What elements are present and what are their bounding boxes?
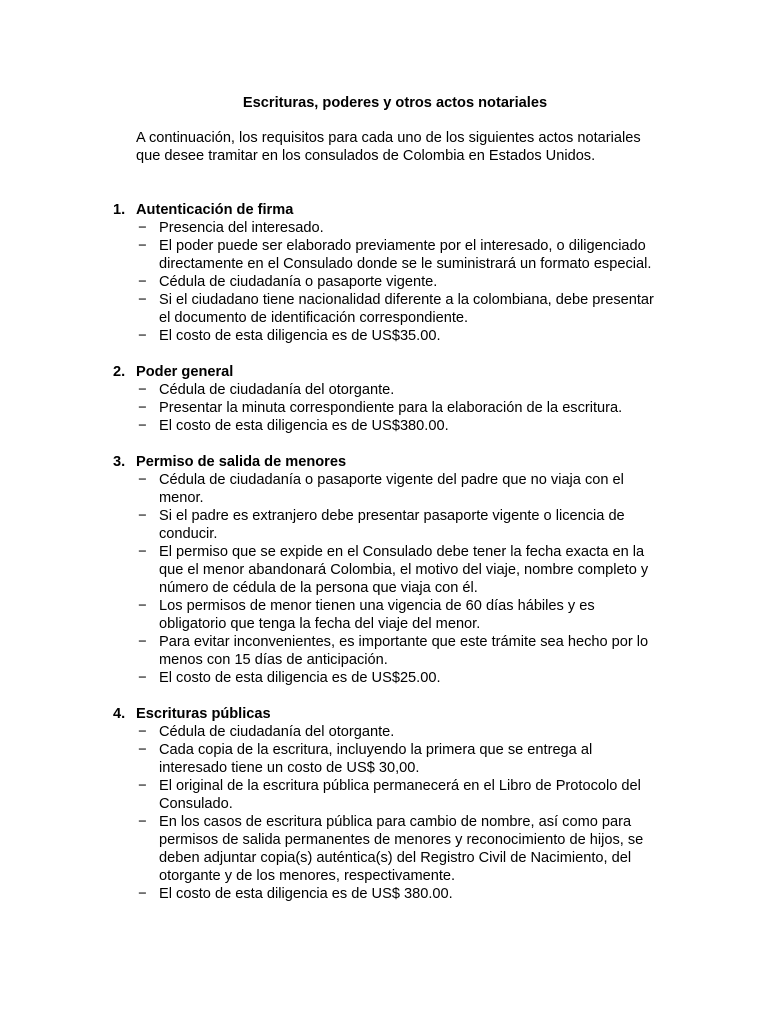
section-number: 2.	[113, 364, 126, 380]
dash-bullet-icon: −	[138, 418, 147, 434]
requirement-section	[113, 201, 658, 345]
dash-bullet-icon: −	[138, 508, 147, 524]
list-item-text: El poder puede ser elaborado previamente por el interesado, o diligenciado directamente en el Consulado donde se le suministrará un formato especial.	[159, 238, 652, 272]
requirement-items	[113, 219, 658, 345]
list-item-text: El costo de esta diligencia es de US$25.00.	[159, 670, 441, 686]
list-item-text: Cédula de ciudadanía del otorgante.	[159, 724, 395, 740]
list-item-text: El costo de esta diligencia es de US$35.00.	[159, 328, 441, 344]
requirement-items	[113, 471, 658, 687]
section-number: 4.	[113, 706, 126, 722]
requirement-items	[113, 381, 658, 435]
list-item-text: Los permisos de menor tienen una vigencia de 60 días hábiles y es obligatorio que tenga la fecha del viaje del menor.	[159, 598, 595, 632]
dash-bullet-icon: −	[138, 814, 147, 830]
dash-bullet-icon: −	[138, 670, 147, 686]
requirement-section	[113, 705, 658, 903]
list-item	[113, 885, 658, 903]
list-item	[113, 399, 658, 417]
section-heading-text: Autenticación de firma	[136, 202, 294, 218]
list-item-text: Para evitar inconvenientes, es importante que este trámite sea hecho por lo menos con 15 días de anticipación.	[159, 634, 649, 668]
dash-bullet-icon: −	[138, 544, 147, 560]
list-item	[113, 327, 658, 345]
section-heading-text: Escrituras públicas	[136, 706, 271, 722]
dash-bullet-icon: −	[138, 886, 147, 902]
requirements-list	[113, 201, 658, 921]
list-item-text: Cédula de ciudadanía o pasaporte vigente del padre que no viaja con el menor.	[159, 472, 624, 506]
dash-bullet-icon: −	[138, 328, 147, 344]
requirement-items	[113, 723, 658, 903]
section-heading-text: Permiso de salida de menores	[136, 454, 347, 470]
dash-bullet-icon: −	[138, 220, 147, 236]
dash-bullet-icon: −	[138, 274, 147, 290]
requirement-section	[113, 453, 658, 687]
list-item	[113, 507, 658, 543]
dash-bullet-icon: −	[138, 634, 147, 650]
list-item-text: En los casos de escritura pública para cambio de nombre, así como para permisos de salida permanentes de menores y reconocimiento de hijos, se deben adjuntar copia(s) auténtica(s) del Registro Civil de Nacimiento, del otorgante y de los menores, respectivamente.	[159, 814, 644, 884]
list-item-text: Si el ciudadano tiene nacionalidad diferente a la colombiana, debe presentar el documento de identificación correspondiente.	[159, 292, 654, 326]
section-heading	[113, 453, 658, 471]
requirement-section	[113, 363, 658, 435]
list-item-text: El costo de esta diligencia es de US$ 380.00.	[159, 886, 453, 902]
list-item	[113, 597, 658, 633]
list-item-text: Presentar la minuta correspondiente para la elaboración de la escritura.	[159, 400, 623, 416]
dash-bullet-icon: −	[138, 598, 147, 614]
list-item	[113, 723, 658, 741]
section-heading-text: Poder general	[136, 364, 234, 380]
list-item	[113, 669, 658, 687]
list-item	[113, 633, 658, 669]
list-item	[113, 381, 658, 399]
list-item-text: Cédula de ciudadanía del otorgante.	[159, 382, 395, 398]
list-item-text: Presencia del interesado.	[159, 220, 324, 236]
document-title: Escrituras, poderes y otros actos notariales	[242, 95, 548, 111]
list-item-text: Si el padre es extranjero debe presentar pasaporte vigente o licencia de conducir.	[159, 508, 625, 542]
list-item-text: Cédula de ciudadanía o pasaporte vigente.	[159, 274, 438, 290]
dash-bullet-icon: −	[138, 742, 147, 758]
list-item-text: El costo de esta diligencia es de US$380.00.	[159, 418, 449, 434]
dash-bullet-icon: −	[138, 472, 147, 488]
list-item	[113, 813, 658, 885]
section-number: 1.	[113, 202, 126, 218]
list-item	[113, 219, 658, 237]
list-item	[113, 471, 658, 507]
dash-bullet-icon: −	[138, 400, 147, 416]
list-item-text: El original de la escritura pública permanecerá en el Libro de Protocolo del Consulado.	[159, 778, 641, 812]
list-item	[113, 741, 658, 777]
list-item	[113, 777, 658, 813]
list-item	[113, 237, 658, 273]
dash-bullet-icon: −	[138, 724, 147, 740]
list-item	[113, 543, 658, 597]
dash-bullet-icon: −	[138, 382, 147, 398]
dash-bullet-icon: −	[138, 778, 147, 794]
section-heading	[113, 363, 658, 381]
list-item	[113, 291, 658, 327]
section-heading	[113, 201, 658, 219]
list-item-text: Cada copia de la escritura, incluyendo la primera que se entrega al interesado tiene un costo de US$ 30,00.	[159, 742, 593, 776]
dash-bullet-icon: −	[138, 292, 147, 308]
list-item-text: El permiso que se expide en el Consulado debe tener la fecha exacta en la que el menor abandonará Colombia, el motivo del viaje, nombre completo y número de cédula de la persona que viaja con él.	[159, 544, 649, 596]
section-heading	[113, 705, 658, 723]
list-item	[113, 273, 658, 291]
intro-paragraph: A continuación, los requisitos para cada uno de los siguientes actos notariales que desee tramitar en los consulados de Colombia en Estados Unidos.	[136, 130, 641, 164]
list-item	[113, 417, 658, 435]
section-number: 3.	[113, 454, 126, 470]
dash-bullet-icon: −	[138, 238, 147, 254]
